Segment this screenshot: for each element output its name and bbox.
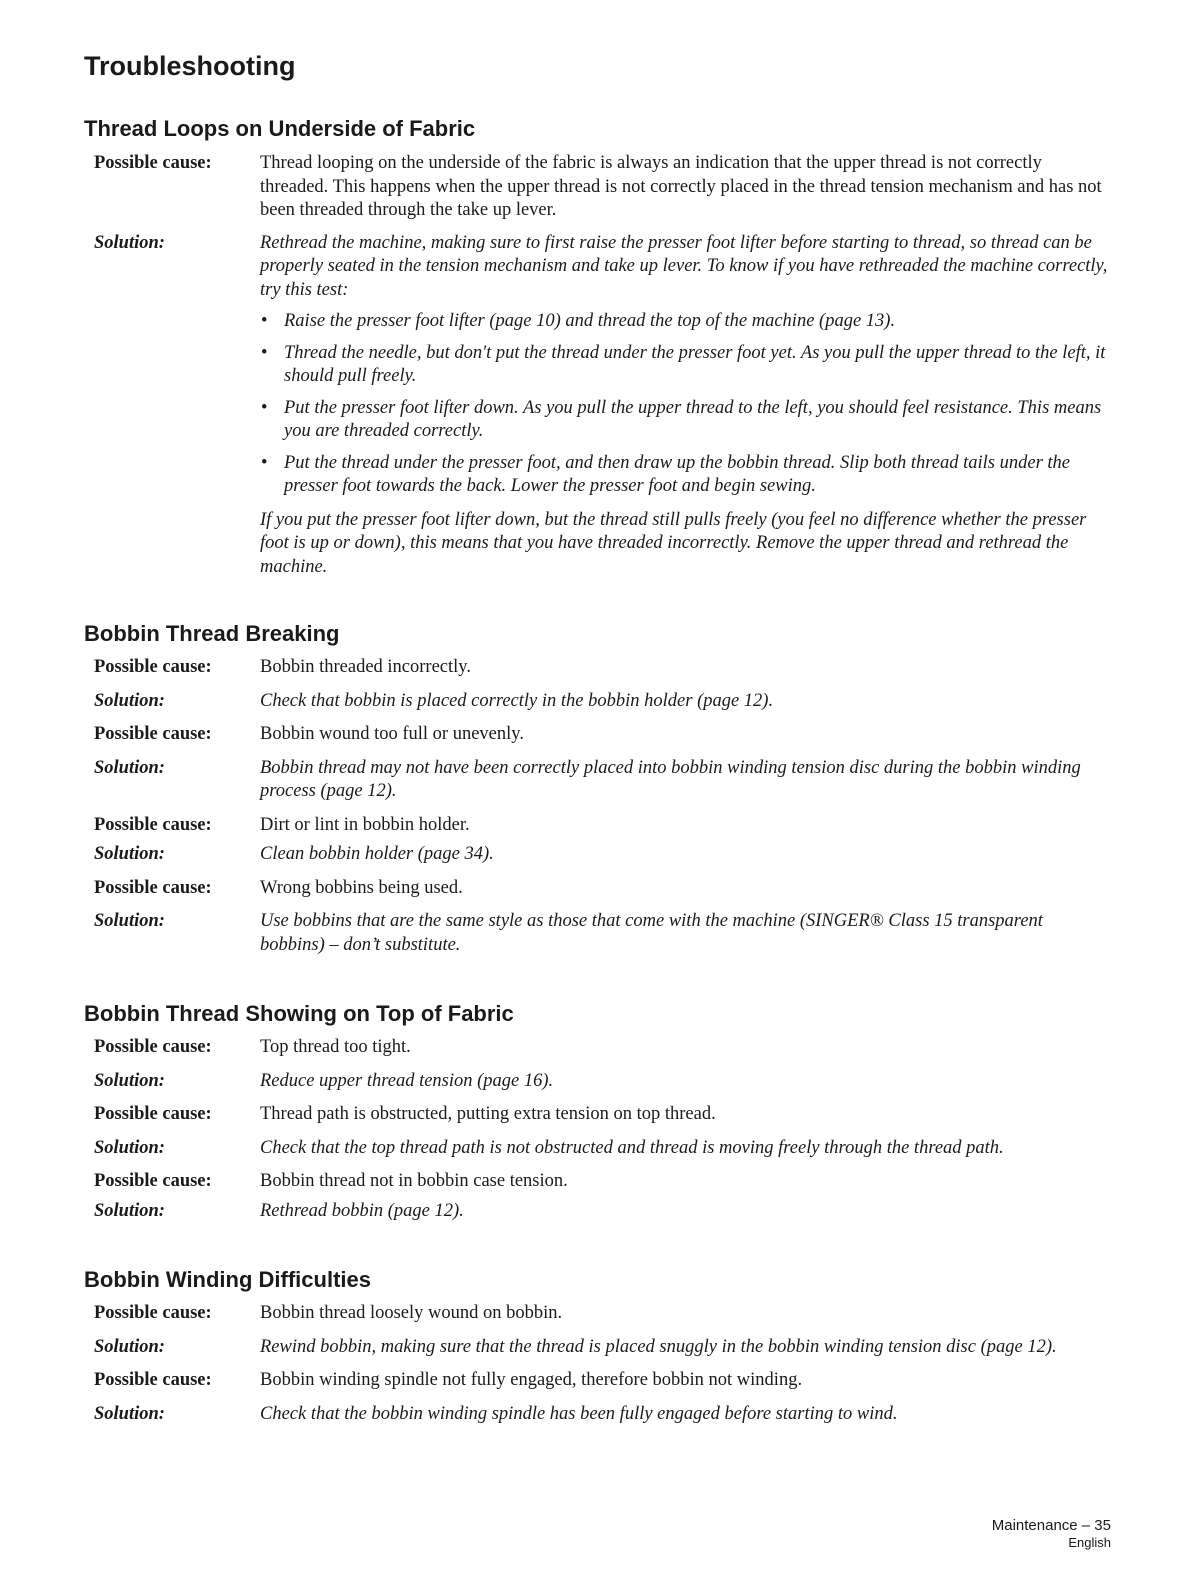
solution-text: Check that the bobbin winding spindle has been fully engaged before starting to wind. [260,1403,898,1424]
cause-text: Top thread too tight. [260,1037,411,1057]
solution-text: Rethread bobbin (page 12). [260,1200,464,1221]
cause-text: Bobbin thread loosely wound on bobbin. [260,1303,563,1323]
section-heading: Bobbin Winding Difficulties [84,1267,371,1292]
solution-label: Solution: [94,911,165,931]
cause-row [84,1103,1112,1127]
solution-text: Bobbin thread may not have been correctly placed into bobbin winding tension disc during the bobbin winding process (page 12). [260,757,1081,801]
solution-block [260,232,1112,580]
list-item: • Thread the needle, but don't put the thread under the presser foot yet. As you pull the upper thread to the left, it should pull freely. [260,342,1112,389]
cause-label: Possible cause: [94,657,212,677]
page-title: Troubleshooting [84,51,296,81]
section-heading: Thread Loops on Underside of Fabric [84,116,476,141]
solution-text: Clean bobbin holder (page 34). [260,844,494,864]
page-number: Maintenance – 35 [991,1517,1111,1534]
section-bobbin-thread-breaking [84,619,1112,957]
cause-row [84,723,1112,747]
section-heading: Bobbin Thread Showing on Top of Fabric [84,1001,514,1026]
solution-text: Reduce upper thread tension (page 16). [260,1070,554,1091]
cause-row [84,1369,1112,1393]
solution-text: Check that the top thread path is not obstructed and thread is moving freely through the thread path. [260,1137,1004,1158]
solution-row [84,1070,1112,1094]
cause-text: Wrong bobbins being used. [260,877,463,898]
cause-text: Thread looping on the underside of the fabric is always an indication that the upper thread is not correctly threaded. This happens when the upper thread is not correctly placed in the thread tension mechanism and has not been threaded through the take up lever. [260,153,1102,220]
cause-label: Possible cause: [94,1303,212,1323]
language-label: English [1068,1535,1111,1550]
solution-text: Rethread the machine, making sure to first raise the presser foot lifter before starting to thread, so thread can be properly seated in the tension mechanism and take up lever. To know if you have rethreaded the machine correctly, try this test: [260,232,1108,300]
section-heading: Bobbin Thread Breaking [84,621,340,646]
section-bobbin-thread-showing [84,999,1112,1223]
cause-row [84,1302,1112,1326]
solution-row [84,757,1112,804]
cause-text: Bobbin winding spindle not fully engaged, therefore bobbin not winding. [260,1370,803,1390]
solution-row [84,690,1112,714]
solution-label: Solution: [94,844,165,864]
solution-row [84,843,1112,867]
test-steps-list [260,310,1112,499]
cause-label: Possible cause: [94,724,212,744]
solution-label: Solution: [94,232,165,253]
list-item: • Raise the presser foot lifter (page 10) and thread the top of the machine (page 13). [260,310,1112,334]
solution-label: Solution: [94,1336,165,1357]
cause-row [84,152,1112,223]
cause-text: Bobbin wound too full or unevenly. [260,724,524,744]
cause-row [84,1170,1112,1194]
solution-label: Solution: [94,1200,165,1221]
solution-row [84,1403,1112,1427]
solution-label: Solution: [94,1403,165,1424]
cause-label: Possible cause: [94,1370,212,1390]
cause-row [84,1036,1112,1060]
cause-label: Possible cause: [94,814,212,835]
section-bobbin-winding [84,1265,1112,1426]
section-thread-loops [84,114,1112,579]
solution-text: Check that bobbin is placed correctly in the bobbin holder (page 12). [260,690,774,711]
cause-row [84,877,1112,901]
page-footer [992,1516,1111,1551]
solution-row [84,1200,1112,1224]
cause-label: Possible cause: [94,1037,212,1057]
solution-label: Solution: [94,1070,165,1091]
solution-label: Solution: [94,757,165,778]
cause-text: Bobbin thread not in bobbin case tension. [260,1171,568,1191]
cause-row [84,814,1112,838]
solution-row [84,1137,1112,1161]
solution-text: Rewind bobbin, making sure that the thread is placed snuggly in the bobbin winding tension disc (page 12). [260,1336,1057,1357]
solution-label: Solution: [94,690,165,711]
cause-label: Possible cause: [94,153,212,173]
solution-label: Solution: [94,1137,165,1158]
cause-label: Possible cause: [94,1104,212,1124]
closing-note: If you put the presser foot lifter down, but the thread still pulls freely (you feel no difference whether the presser foot is up or down), this means that you have threaded incorrectly. Remove the upper thread and rethread the machine. [260,509,1087,577]
solution-row [84,910,1112,957]
cause-text: Thread path is obstructed, putting extra tension on top thread. [260,1104,716,1124]
cause-label: Possible cause: [94,877,212,898]
cause-row [84,656,1112,680]
list-item: • Put the thread under the presser foot, and then draw up the bobbin thread. Slip both thread tails under the presser foot towards the back. Lower the presser foot and begin sewing. [260,452,1112,499]
cause-label: Possible cause: [94,1171,212,1191]
solution-row [84,232,1112,580]
cause-text: Dirt or lint in bobbin holder. [260,814,470,835]
document-page [84,48,1112,1426]
cause-text: Bobbin threaded incorrectly. [260,657,471,677]
list-item: • Put the presser foot lifter down. As you pull the upper thread to the left, you should feel resistance. This means you are threaded correctly. [260,397,1112,444]
solution-text: Use bobbins that are the same style as those that come with the machine (SINGER® Class 15 transparent bobbins) – don’t substitute. [260,911,1043,955]
solution-row [84,1336,1112,1360]
